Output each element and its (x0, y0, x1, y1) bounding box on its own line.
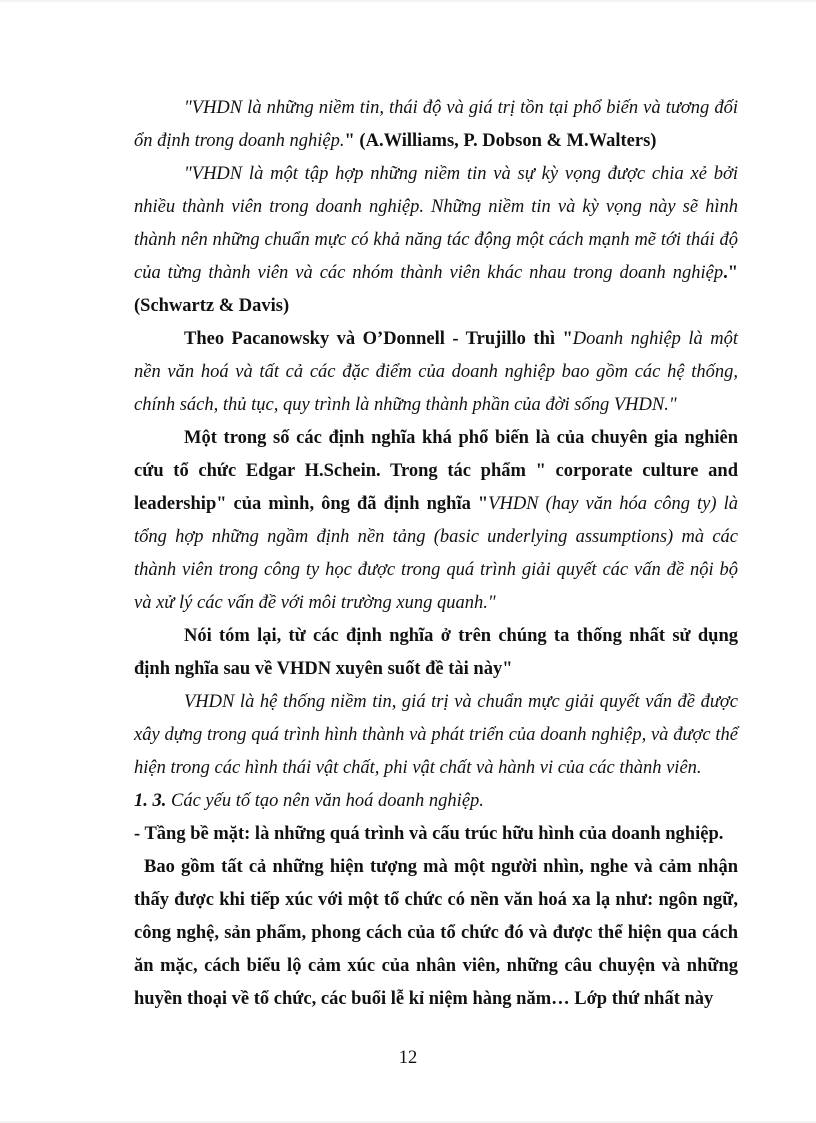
bullet-surface-layer: - Tầng bề mặt: là những quá trình và cấu trúc hữu hình của doanh nghiệp. (134, 824, 724, 844)
definition-williams: "VHDN là những niềm tin, thái độ và giá trị tồn tại phổ biến và tương đối ổn định trong doanh nghiệp." (A.Williams, P. Dobson & M.Walters) (134, 98, 738, 151)
definition-pacanowsky: Theo Pacanowsky và O’Donnell - Trujillo thì "Doanh nghiệp là một nền văn hoá và tất cả các đặc điểm của doanh nghiệp bao gồm các hệ thống, chính sách, thủ tục, quy trình là những thành phần của đời sống VHDN." (134, 329, 738, 415)
adopted-definition: VHDN là hệ thống niềm tin, giá trị và chuẩn mực giải quyết vấn đề được xây dựng trong quá trình hình thành và phát triển của doanh nghiệp, và được thể hiện trong các hình thái vật chất, phi vật chất và hành vi của các thành viên. (134, 692, 738, 778)
definition-schwartz-davis: "VHDN là một tập hợp những niềm tin và sự kỳ vọng được chia xẻ bởi nhiều thành viên trong doanh nghiệp. Những niềm tin và kỳ vọng này sẽ hình thành nên những chuẩn mực có khả năng tác động một cách mạnh mẽ tới thái độ của từng thành viên và các nhóm thành viên khác nhau trong doanh nghiệp." (Schwartz & Davis) (134, 164, 738, 316)
section-title: Các yếu tố tạo nên văn hoá doanh nghiệp. (166, 791, 484, 811)
page-number: 12 (398, 1048, 418, 1068)
section-heading (134, 785, 738, 818)
summary-paragraph: Nói tóm lại, từ các định nghĩa ở trên chúng ta thống nhất sử dụng định nghĩa sau về VHDN xuyên suốt đề tài này" (134, 626, 738, 679)
top-edge-line (0, 0, 816, 2)
closing-paragraph: Bao gồm tất cả những hiện tượng mà một người nhìn, nghe và cảm nhận thấy được khi tiếp xúc với một tổ chức có nền văn hoá xa lạ như: ngôn ngữ, công nghệ, sản phẩm, phong cách của tổ chức đó và được thể hiện qua cách ăn mặc, cách biểu lộ cảm xúc của nhân viên, những câu chuyện và những huyền thoại về tổ chức, các buổi lễ kỉ niệm hàng năm… Lớp thứ nhất này (134, 857, 738, 1009)
section-number: 1. 3. (134, 791, 167, 811)
definition-schein: Một trong số các định nghĩa khá phổ biến là của chuyên gia nghiên cứu tổ chức Edgar H.Schein. Trong tác phẩm " corporate culture and leadership" của mình, ông đã định nghĩa "VHDN (hay văn hóa công ty) là tổng hợp những ngầm định nền tảng (basic underlying assumptions) mà các thành viên trong công ty học được trong quá trình giải quyết các vấn đề nội bộ và xử lý các vấn đề với môi trường xung quanh." (134, 428, 738, 613)
body-text (134, 92, 738, 1016)
